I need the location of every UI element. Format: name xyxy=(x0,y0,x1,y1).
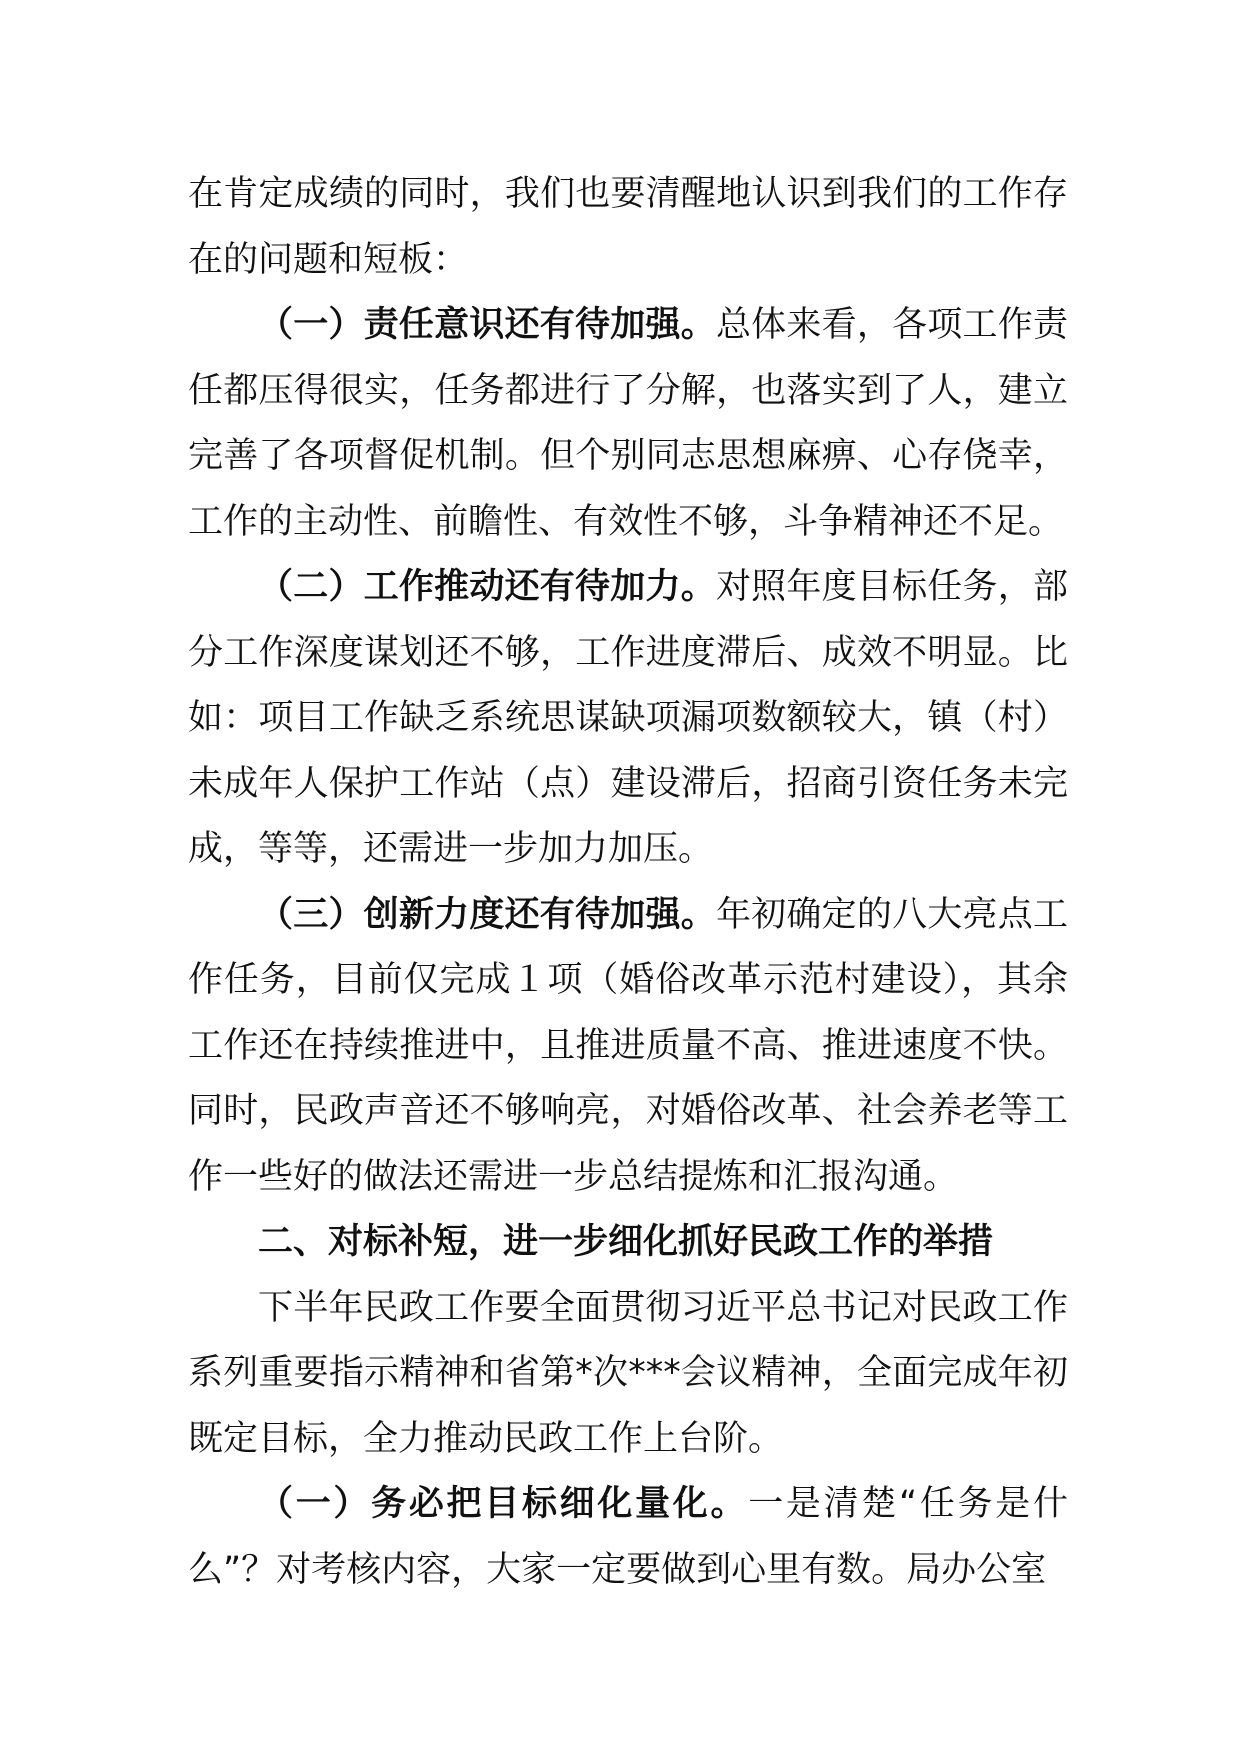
paragraph-lead: （一）责任意识还有待加强。 xyxy=(258,305,716,345)
paragraph-intro xyxy=(188,162,1068,293)
paragraph-text: 一是清楚“任务是什么”？对考核内容，大家一定要做到心里有数。局办公室 xyxy=(188,1484,1068,1590)
paragraph-innovation xyxy=(188,883,1068,1211)
paragraph-text: 年初确定的八大亮点工作任务，目前仅完成１项（婚俗改革示范村建设），其余工作还在持续推进中，且推进质量不高、推进速度不快。同时，民政声音还不够响亮，对婚俗改革、社会养老等工作一些好的做法还需进一步总结提炼和汇报沟通。 xyxy=(188,894,1068,1197)
paragraph-lead: （三）创新力度还有待加强。 xyxy=(258,894,716,935)
document-body xyxy=(188,162,1068,1603)
paragraph-targets xyxy=(188,1472,1068,1603)
paragraph-lead: （一）务必把目标细化量化。 xyxy=(258,1484,749,1524)
paragraph-work-progress xyxy=(188,555,1068,883)
paragraph-second-half xyxy=(188,1276,1068,1473)
paragraph-lead: （二）工作推动还有待加力。 xyxy=(258,567,716,607)
paragraph-text: 下半年民政工作要全面贯彻习近平总书记对民政工作系列重要指示精神和省第*次***会议精神，全面完成年初既定目标，全力推动民政工作上台阶。 xyxy=(188,1287,1068,1459)
section-heading xyxy=(188,1210,1068,1276)
paragraph-responsibility xyxy=(188,293,1068,555)
paragraph-text: 总体来看，各项工作责任都压得很实，任务都进行了分解，也落实到了人，建立完善了各项督促机制。但个别同志思想麻痹、心存侥幸，工作的主动性、前瞻性、有效性不够，斗争精神还不足。 xyxy=(188,305,1068,542)
paragraph-text: 对照年度目标任务，部分工作深度谋划还不够，工作进度滞后、成效不明显。比如：项目工作缺乏系统思谋缺项漏项数额较大，镇（村）未成年人保护工作站（点）建设滞后，招商引资任务未完成，等等，还需进一步加力加压。 xyxy=(188,567,1068,869)
section-heading-text: 二、对标补短，进一步细化抓好民政工作的举措 xyxy=(258,1222,994,1262)
paragraph-text: 在肯定成绩的同时，我们也要清醒地认识到我们的工作存在的问题和短板： xyxy=(188,174,1068,280)
